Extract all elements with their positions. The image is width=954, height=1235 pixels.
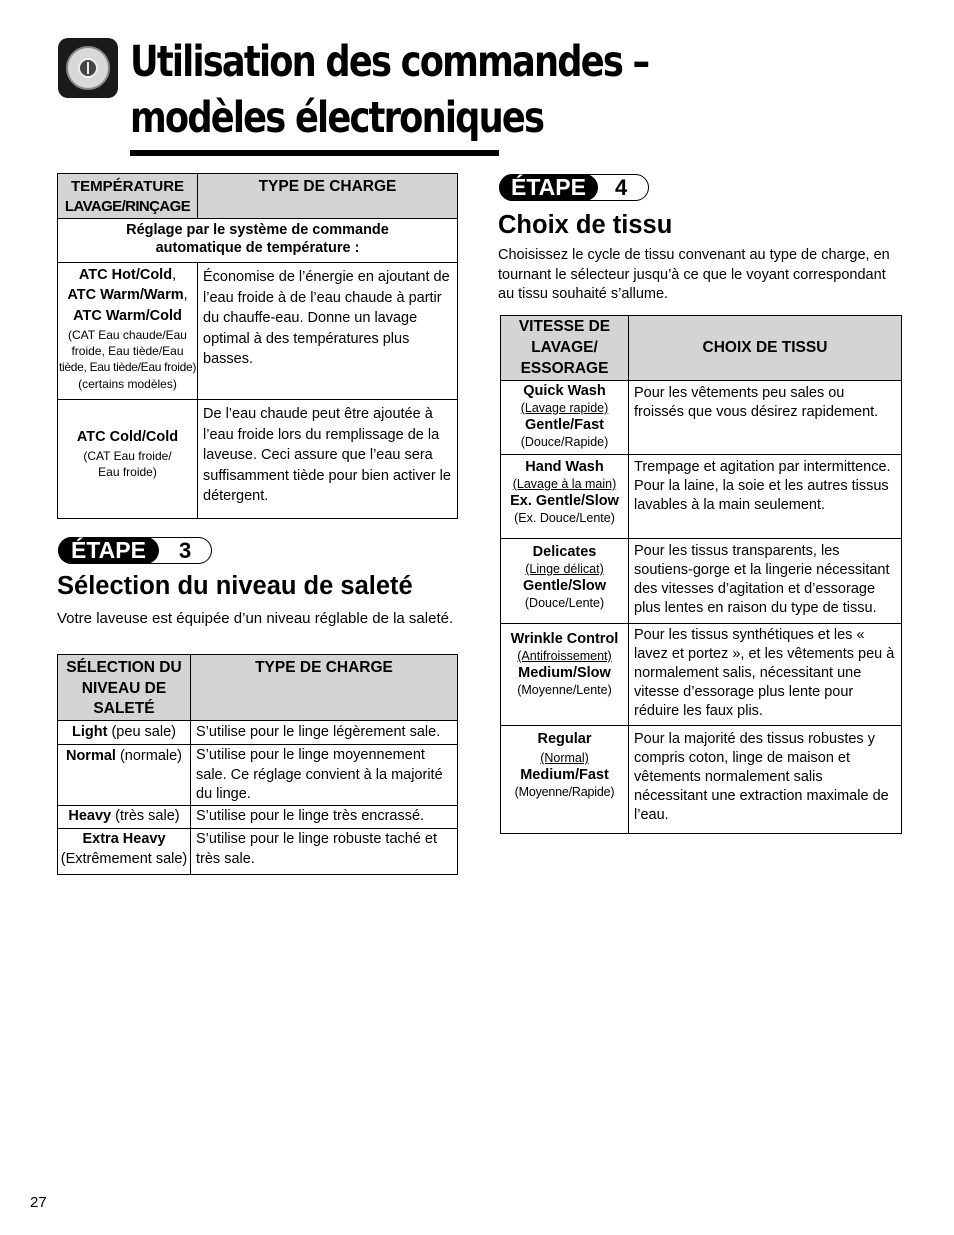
step-number: 4 — [615, 175, 628, 200]
soil-level-description: S’utilise pour le linge moyennement sale. Ce réglage convient à la majorité du linge. — [191, 745, 458, 806]
fabric-row-regular — [501, 726, 902, 834]
temperature-subheader-line2: automatique de température : — [155, 239, 360, 256]
fabric-description: Pour les vêtements peu sales ou froissés que vous désirez rapidement. — [629, 381, 902, 455]
setting-translation: (CAT Eau froide/ — [83, 449, 172, 463]
soil-row-heavy — [58, 806, 458, 829]
cycle-translation: (Lavage à la main) — [512, 477, 617, 491]
fabric-cycle-cell — [501, 624, 629, 726]
soil-level-intro: Votre laveuse est équipée d’un niveau réglable de la saleté. — [57, 610, 454, 627]
setting-translation: Eau froide) — [98, 465, 157, 479]
temperature-table — [57, 173, 458, 519]
washer-dial-icon — [58, 38, 118, 98]
load-type-header-cell — [191, 655, 458, 721]
temperature-description: Économise de l’énergie en ajoutant de l’eau froide à de l’eau chaude à partir du chauffe-eau. Donne un lavage optimal à des températures plus basses. — [198, 263, 458, 400]
soil-level-cell — [58, 721, 191, 745]
soil-level-translation: (Extrêmement sale) — [60, 850, 188, 867]
soil-level-translation: (peu sale) — [107, 724, 176, 740]
speed-translation: (Ex. Douce/Lente) — [514, 511, 615, 525]
speed-header-line2: LAVAGE/ — [531, 339, 598, 356]
temperature-setting-cell — [58, 263, 198, 400]
soil-level-translation: (très sale) — [111, 808, 180, 824]
speed-header-line3: ESSORAGE — [520, 360, 609, 377]
speed-translation: (Moyenne/Lente) — [517, 683, 612, 697]
temperature-table-header — [58, 174, 458, 219]
temperature-setting-cell — [58, 400, 198, 519]
fabric-cycle-cell — [501, 539, 629, 624]
fabric-description: Pour les tissus transparents, les soutiens-gorge et la lingerie nécessitant des vitesses d’agitation et d’essorage plus lentes en raison du type de tissu. — [629, 539, 902, 624]
page-title — [130, 34, 753, 146]
soil-level-name: Light — [72, 724, 108, 740]
load-type-header: TYPE DE CHARGE — [255, 659, 393, 676]
setting-atc-warm-warm: ATC Warm/Warm — [67, 287, 184, 303]
soil-level-description: S’utilise pour le linge légèrement sale. — [191, 721, 458, 745]
fabric-row-quick-wash — [501, 381, 902, 455]
step-number: 3 — [179, 538, 192, 563]
soil-level-name: Extra Heavy — [82, 831, 166, 847]
soil-level-header-cell — [58, 655, 191, 721]
temperature-header-cell — [58, 174, 198, 219]
cycle-name: Delicates — [532, 544, 597, 560]
cycle-name: Wrinkle Control — [510, 631, 619, 647]
cycle-name: Hand Wash — [525, 459, 604, 475]
section-title-soil-level: Sélection du niveau de saleté — [57, 572, 413, 600]
temperature-subheader-line1: Réglage par le système de commande — [126, 222, 389, 238]
speed-translation: (Douce/Rapide) — [520, 435, 609, 449]
temperature-description: De l’eau chaude peut être ajoutée à l’eau froide lors du remplissage de la laveuse. Ceci assure que l’eau sera suffisamment tiède pour bien activer le détergent. — [198, 400, 458, 519]
soil-level-description: S’utilise pour le linge très encrassé. — [191, 806, 458, 829]
fabric-description: Pour la majorité des tissus robustes y compris coton, linge de maison et vêtements normalement salis nécessitant une extraction maximale de l’eau. — [629, 726, 902, 834]
cycle-name: Regular — [537, 731, 592, 747]
setting-sep: , — [172, 267, 177, 283]
soil-level-cell — [58, 829, 191, 875]
fabric-header-cell — [629, 316, 902, 381]
speed-name: Medium/Slow — [518, 665, 611, 681]
cycle-translation: (Normal) — [540, 751, 589, 765]
cycle-name: Quick Wash — [523, 383, 606, 399]
step-label: ÉTAPE — [58, 537, 159, 564]
dial-face — [66, 46, 110, 90]
soil-level-table-header — [58, 655, 458, 721]
soil-level-cell — [58, 806, 191, 829]
cycle-translation: (Linge délicat) — [525, 562, 604, 576]
dial-knob — [78, 58, 98, 78]
setting-line2 — [58, 285, 197, 305]
fabric-header: CHOIX DE TISSU — [702, 339, 828, 356]
fabric-table-header — [501, 316, 902, 381]
fabric-cycle-cell — [501, 381, 629, 455]
speed-translation: (Moyenne/Rapide) — [514, 785, 615, 799]
fabric-row-delicates — [501, 539, 902, 624]
fabric-row-hand-wash — [501, 455, 902, 539]
title-divider — [130, 150, 499, 156]
step-4-badge — [499, 174, 649, 201]
load-type-header-cell — [198, 174, 458, 219]
step-3-badge — [58, 537, 212, 564]
speed-name: Medium/Fast — [520, 767, 609, 783]
fabric-row-wrinkle-control — [501, 624, 902, 726]
soil-row-extra-heavy — [58, 829, 458, 875]
soil-row-normal — [58, 745, 458, 806]
speed-header-cell — [501, 316, 629, 381]
speed-translation: (Douce/Lente) — [524, 596, 605, 610]
setting-atc-hot-cold: ATC Hot/Cold — [78, 267, 173, 283]
setting-sep: , — [183, 287, 188, 303]
fabric-description: Trempage et agitation par intermittence. Pour la laine, la soie et les autres tissus lavables à la main seulement. — [629, 455, 902, 539]
soil-level-header-line1: SÉLECTION DU — [66, 659, 182, 676]
setting-translation: (CAT Eau chaude/Eau — [68, 328, 187, 342]
fabric-cycle-cell — [501, 455, 629, 539]
page-title-line1: Utilisation des commandes – — [130, 37, 649, 87]
speed-name: Gentle/Fast — [525, 417, 604, 433]
speed-name: Ex. Gentle/Slow — [510, 493, 619, 509]
temperature-header-line1: TEMPÉRATURE — [70, 178, 185, 195]
temperature-row-atc-hot — [58, 263, 458, 400]
cycle-translation: (Lavage rapide) — [520, 401, 609, 415]
load-type-header: TYPE DE CHARGE — [258, 178, 397, 195]
soil-level-table — [57, 654, 458, 875]
setting-line1 — [58, 265, 197, 285]
temperature-row-atc-cold — [58, 400, 458, 519]
page-number: 27 — [30, 1194, 47, 1211]
fabric-table — [500, 315, 902, 834]
soil-level-header-line2: NIVEAU DE — [81, 679, 167, 697]
step-label: ÉTAPE — [499, 174, 598, 201]
fabric-intro: Choisissez le cycle de tissu convenant au type de charge, en tournant le sélecteur jusqu’à ce que le voyant correspondant au tissu souhaité s’allume. — [498, 247, 890, 302]
soil-level-header-line3: SALETÉ — [93, 700, 155, 717]
setting-atc-cold-cold: ATC Cold/Cold — [76, 429, 179, 445]
speed-name: Gentle/Slow — [523, 578, 606, 594]
fabric-cycle-cell — [501, 726, 629, 834]
speed-header-line1: VITESSE DE — [518, 318, 611, 335]
setting-note: (certains modèles) — [78, 377, 177, 391]
soil-level-description: S’utilise pour le linge robuste taché et très sale. — [191, 829, 458, 875]
temperature-header-line2: LAVAGE/RINÇAGE — [64, 198, 191, 215]
soil-level-name: Normal — [65, 748, 116, 764]
setting-translation: tiède, Eau tiède/Eau froide) — [58, 360, 197, 374]
setting-translation: froide, Eau tiède/Eau — [71, 344, 184, 358]
fabric-description: Pour les tissus synthétiques et les « lavez et portez », et les vêtements peu à normalement salis, nécessitant une vitesse d’essorage plus lente pour réduire les faux plis. — [629, 624, 902, 726]
page-title-line2: modèles électroniques — [130, 93, 544, 143]
temperature-subheader — [58, 219, 458, 263]
soil-level-name: Heavy — [68, 808, 112, 824]
setting-atc-warm-cold: ATC Warm/Cold — [73, 308, 182, 324]
temperature-subheader-row — [58, 219, 458, 263]
section-title-fabric: Choix de tissu — [498, 211, 673, 239]
soil-row-light — [58, 721, 458, 745]
cycle-translation: (Antifroissement) — [517, 649, 612, 663]
soil-level-cell — [58, 745, 191, 806]
soil-level-translation: (normale) — [115, 748, 183, 764]
